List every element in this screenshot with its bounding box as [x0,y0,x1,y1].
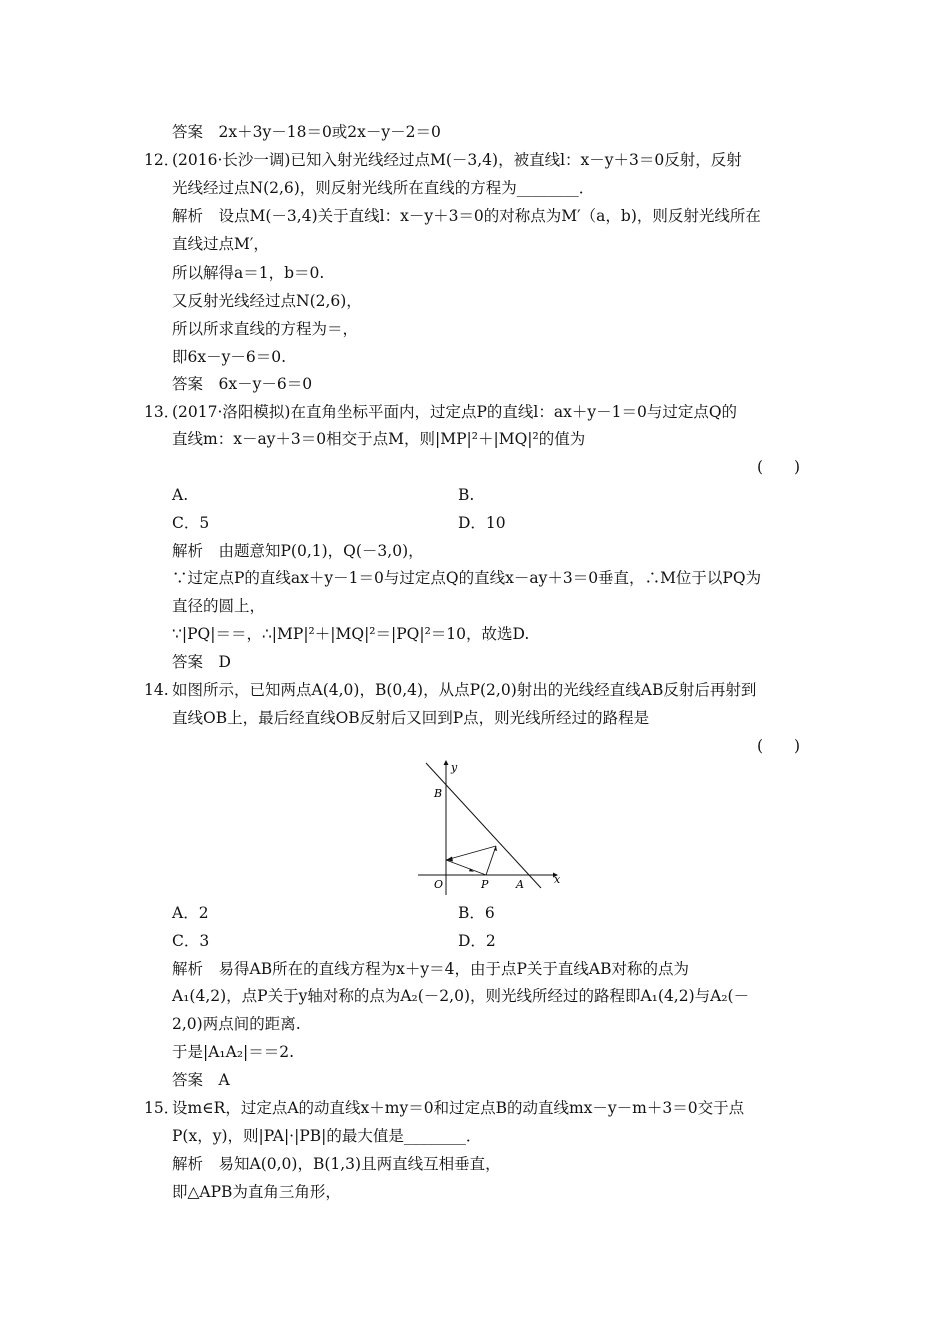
question-15-line-2: P(x，y)，则|PA|·|PB|的最大值是________． [172,1127,482,1145]
solution-12-line-5: 所以所求直线的方程为＝， [172,320,359,338]
line-ab [426,763,541,888]
question-13-line-1: (2017·洛阳模拟)在直角坐标平面内，过定点P的直线l：ax＋y－1＝0与过定点Q的 [172,403,738,421]
solution-13-line-2: ∵过定点P的直线ax＋y－1＝0与过定点Q的直线x－ay＋3＝0垂直，∴M位于以PQ为 [172,569,762,587]
solution-12-line-1: 解析 设点M(－3,4)关于直线l：x－y＋3＝0的对称点为M′（a，b)，则反射光线所在 [172,207,761,225]
label-p: P [481,878,489,891]
solution-13-line-3: 直径的圆上， [172,597,266,615]
question-13-number: 13． [144,403,180,421]
reflection-diagram [408,757,564,899]
question-14-option-d: D．2 [458,932,496,950]
label-x: x [554,873,561,886]
question-14-option-b: B．6 [458,904,495,922]
question-14-option-c: C．3 [172,932,210,950]
question-13-option-d: D．10 [458,514,506,532]
solution-12-line-2: 直线过点M′， [172,235,269,253]
question-13-option-c: C．5 [172,514,210,532]
question-13-option-b: B. [458,486,475,504]
y-axis-arrow-icon [444,760,449,765]
solution-14-line-4: 于是|A₁A₂|＝＝2. [172,1043,295,1061]
label-y: y [451,761,458,774]
question-14-option-a: A．2 [172,904,209,922]
question-13-option-a: A. [172,486,189,504]
question-15-number: 15． [144,1099,180,1117]
answer-12: 答案 6x－y－6＝0 [172,375,313,393]
answer-14: 答案 A [172,1071,230,1089]
ray-ob-to-p [446,860,486,875]
solution-14-line-1: 解析 易得AB所在的直线方程为x＋y＝4，由于点P关于直线AB对称的点为 [172,960,689,978]
question-12-line-1: (2016·长沙一调)已知入射光线经过点M(－3,4)，被直线l：x－y＋3＝0反射，反射 [172,151,742,169]
answer-11: 答案 2x＋3y－18＝0或2x－y－2＝0 [172,123,441,141]
label-o: O [434,878,444,891]
solution-14-line-3: 2,0)两点间的距离. [172,1015,301,1033]
label-b: B [434,787,443,800]
solution-12-line-3: 所以解得a＝1，b＝0. [172,264,325,282]
solution-13-line-4: ∵|PQ|＝＝，∴|MP|²＋|MQ|²＝|PQ|²＝10，故选D. [172,625,530,643]
solution-12-line-4: 又反射光线经过点N(2,6)， [172,292,362,310]
question-14-number: 14. [144,681,169,699]
label-a: A [516,878,524,891]
question-14-line-1: 如图所示，已知两点A(4,0)，B(0,4)，从点P(2,0)射出的光线经直线AB反射后再射到 [172,681,757,699]
solution-12-line-6: 即6x－y－6＝0. [172,348,287,366]
question-13-line-2: 直线m：x－ay＋3＝0相交于点M，则|MP|²＋|MQ|²的值为 [172,430,586,448]
question-13-answer-bracket: ( ) [757,458,801,476]
solution-15-line-2: 即△APB为直角三角形， [172,1183,341,1201]
ray-ab-to-ob [446,846,496,860]
question-12-number: 12． [144,151,180,169]
question-14-answer-bracket: ( ) [757,737,801,755]
ray-p-to-ab [486,846,496,875]
solution-14-line-2: A₁(4,2)，点P关于y轴对称的点为A₂(－2,0)，则光线所经过的路程即A₁(4,2)与A₂(－ [172,987,750,1005]
question-14-line-2: 直线OB上，最后经直线OB反射后又回到P点，则光线所经过的路程是 [172,709,650,727]
answer-13: 答案 D [172,653,231,671]
solution-13-line-1: 解析 由题意知P(0,1)，Q(－3,0)， [172,542,424,560]
solution-15-line-1: 解析 易知A(0,0)，B(1,3)且两直线互相垂直， [172,1155,501,1173]
question-15-line-1: 设m∈R，过定点A的动直线x＋my＝0和过定点B的动直线mx－y－m＋3＝0交于点 [172,1099,745,1117]
question-12-line-2: 光线经过点N(2,6)，则反射光线所在直线的方程为________． [172,179,595,197]
